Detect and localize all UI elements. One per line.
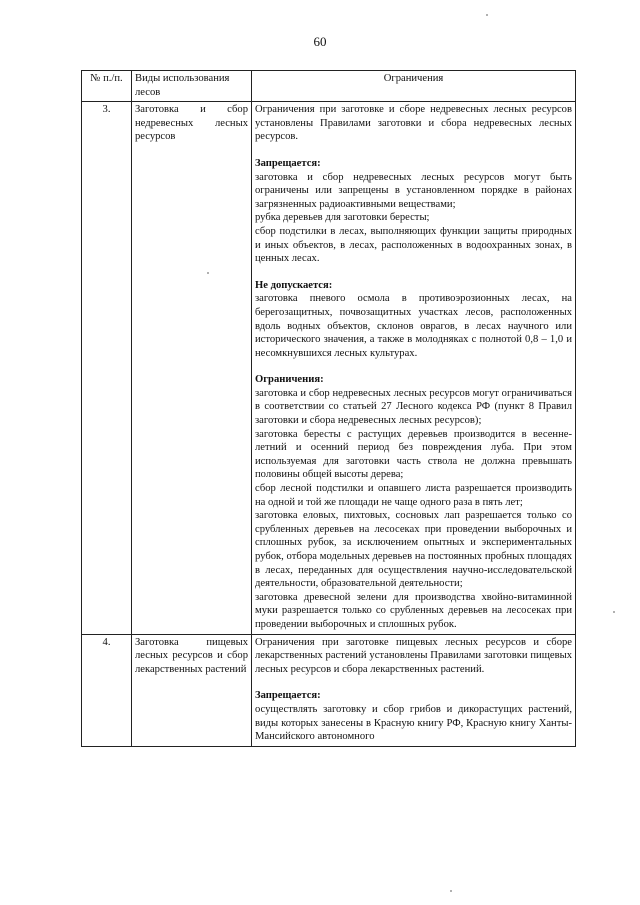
row-restrictions [252,634,576,746]
block-heading: Запрещается: [255,690,321,702]
block-spacer [255,266,572,279]
restrictions-table [81,70,576,747]
header-number: № п./п. [82,71,132,102]
block-spacer [255,360,572,373]
table-row [82,102,576,634]
block-item: сбор подстилки в лесах, выполняющих функции защиты природных и иных объектов, в лесах, расположенных в водоохранных зонах, в ценных лесах. [255,225,572,265]
block-item: заготовка еловых, пихтовых, сосновых лап разрешается только со срубленных деревьев на лесосеках при проведении выборочных и сплошных рубок, за исключением опытных и экспериментальных рубок, отбора модельных деревьев на постоянных пробных площадях в лесах, переданных для осуществления научно-исследовательской деятельности, образовательной деятельности; [255,510,572,590]
block-item: Ограничения при заготовке пищевых лесных ресурсов и сборе лекарственных растений установлены Правилами заготовки пищевых лесных ресурсов и сбора лекарственных растений. [255,636,572,675]
row-restrictions [252,102,576,634]
block-item: заготовка пневого осмола в противоэрозионных лесах, на берегозащитных, почвозащитных участках лесов, расположенных вдоль водных объектов, склонов оврагов, в лесах научного или исторического значения, а также в молодняках с полнотой 0,8 – 1,0 и несомкнувшихся лесных культурах. [255,293,572,359]
block-item: сбор лесной подстилки и опавшего листа разрешается производить на одной и той же площади не чаще одного раза в пять лет; [255,483,572,508]
scan-speck [613,611,615,613]
table-header-row [82,71,576,102]
scan-speck [486,14,488,16]
page-number: 60 [313,34,327,49]
block-heading: Не допускается: [255,279,333,291]
scan-speck [450,890,452,892]
row-number: 3. [82,102,132,634]
header-restrictions: Ограничения [252,71,576,102]
block-item: Ограничения при заготовке и сборе недревесных лесных ресурсов установлены Правилами заготовки и сбора недревесных лесных ресурсов. [255,104,572,143]
block-item: заготовка и сбор недревесных лесных ресурсов могут ограничиваться в соответствии со статьей 27 Лесного кодекса РФ (пункт 8 Правил заготовки и сбора недревесных лесных ресурсов); [255,387,572,427]
header-kind: Виды использования лесов [132,71,252,102]
block-heading: Ограничения: [255,374,324,386]
block-spacer [255,144,572,157]
row-kind: Заготовка и сбор недревесных лесных ресурсов [132,102,252,634]
scan-speck [207,272,209,274]
block-item: осуществлять заготовку и сбор грибов и дикорастущих растений, виды которых занесены в Красную книгу РФ, Красную книгу Ханты-Мансийского автономного [255,703,572,743]
row-number: 4. [82,634,132,746]
block-item: заготовка и сбор недревесных лесных ресурсов могут быть ограничены или запрещены в установленном порядке в районах загрязненных радиоактивными веществами; [255,171,572,210]
block-spacer [255,676,572,689]
table-row [82,634,576,746]
block-heading: Запрещается: [255,157,321,169]
row-kind: Заготовка пищевых лесных ресурсов и сбор лекарственных растений [132,634,252,746]
block-item: заготовка древесной зелени для производства хвойно-витаминной муки разрешается только со срубленных деревьев на лесосеках при проведении выборочных и сплошных рубок. [255,591,572,630]
block-item: заготовка бересты с растущих деревьев производится в весенне-летний и осенний период без повреждения луба. При этом используемая для заготовки часть ствола не должна превышать половины общей высоты дерева; [255,428,572,481]
block-item: рубка деревьев для заготовки бересты; [255,212,430,224]
